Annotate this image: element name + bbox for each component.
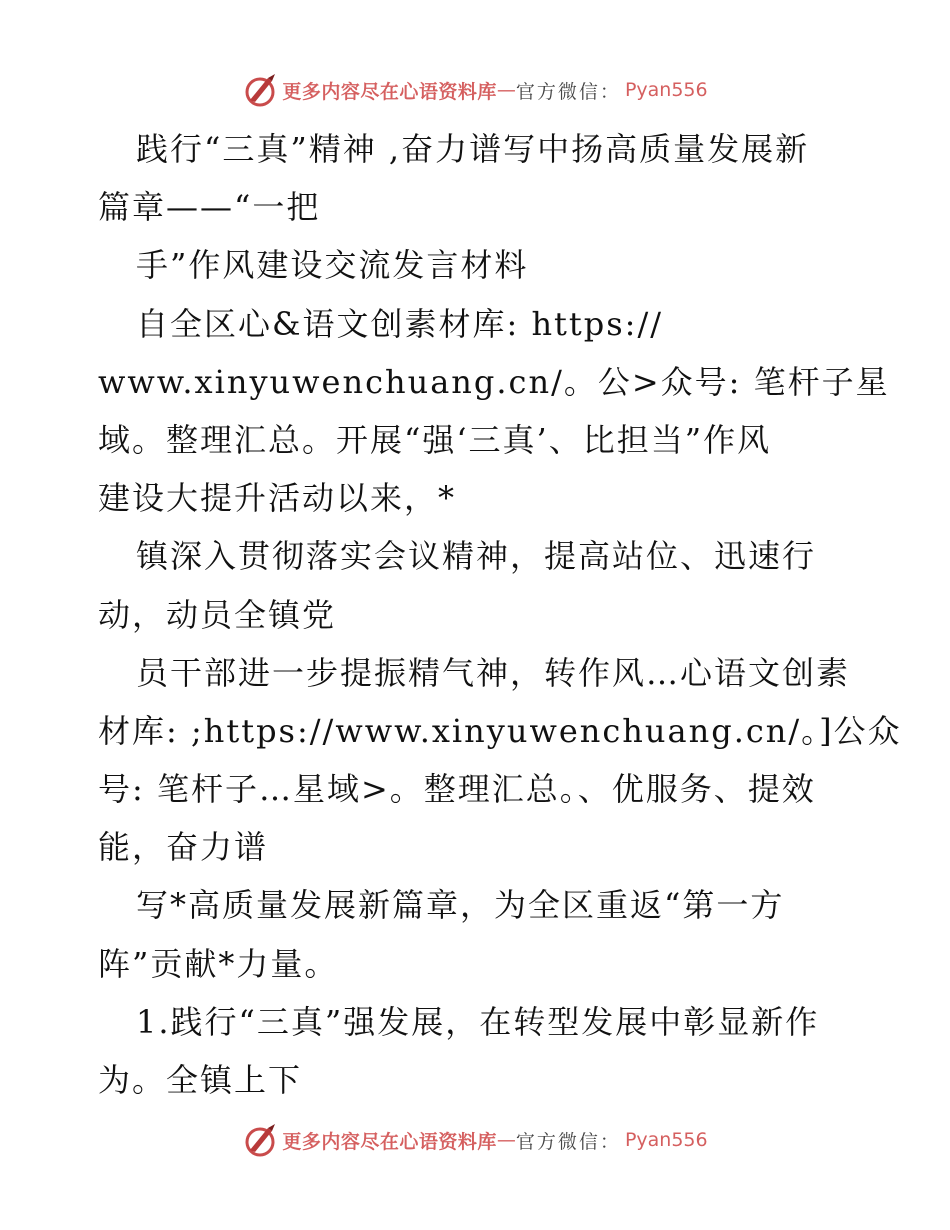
banner-separator: — [496, 1129, 516, 1151]
banner-wechat-id: Pyan556 [624, 79, 708, 101]
text-line: 动，动员全镇党 [98, 595, 337, 634]
text-line: 手”作风建设交流发言材料 [136, 246, 529, 285]
text-line: 材库: ;https://www.xinyuwenchuang.cn/。]公众 [98, 711, 902, 750]
banner-wechat-label: 官方微信： [515, 1130, 621, 1153]
text-line: 写*高质量发展新篇章，为全区重返“第一方 [136, 886, 785, 925]
banner-separator: — [496, 79, 516, 101]
banner-main-text: 更多内容尽在心语资料库 [282, 1130, 497, 1153]
document-body [98, 120, 902, 1109]
text-line: 员干部进一步提振精气神，转作风…心语文创素 [136, 653, 851, 692]
text-line: 阵”贡献*力量。 [98, 944, 339, 983]
text-line: 自全区心&语文创素材库: https:// [136, 304, 664, 343]
text-line: 践行“三真”精神 ,奋力谱写中扬高质量发展新 [136, 130, 810, 168]
text-line: www.xinyuwenchuang.cn/。公>众号: 笔杆子星 [98, 362, 890, 401]
banner-wechat-id: Pyan556 [624, 1129, 708, 1151]
quill-logo-icon [242, 72, 278, 108]
text-line: 为。全镇上下 [98, 1061, 303, 1099]
banner-wechat-label: 官方微信： [515, 80, 621, 103]
header-banner [0, 70, 950, 110]
quill-logo-icon [242, 1122, 278, 1158]
footer-banner [0, 1120, 950, 1160]
text-line: 镇深入贯彻落实会议精神，提高站位、迅速行 [136, 537, 817, 576]
text-line: 号: 笔杆子…星域>。整理汇总。、优服务、提效 [98, 770, 816, 809]
text-line: 能，奋力谱 [98, 828, 269, 867]
text-line: 建设大提升活动以来，* [98, 479, 457, 518]
text-line: 篇章——“一把 [98, 188, 321, 227]
text-line: 域。整理汇总。开展“强‘三真’、比担当”作风 [98, 420, 772, 459]
text-line: 1.践行“三真”强发展，在转型发展中彰显新作 [136, 1002, 820, 1041]
banner-main-text: 更多内容尽在心语资料库 [282, 80, 497, 103]
